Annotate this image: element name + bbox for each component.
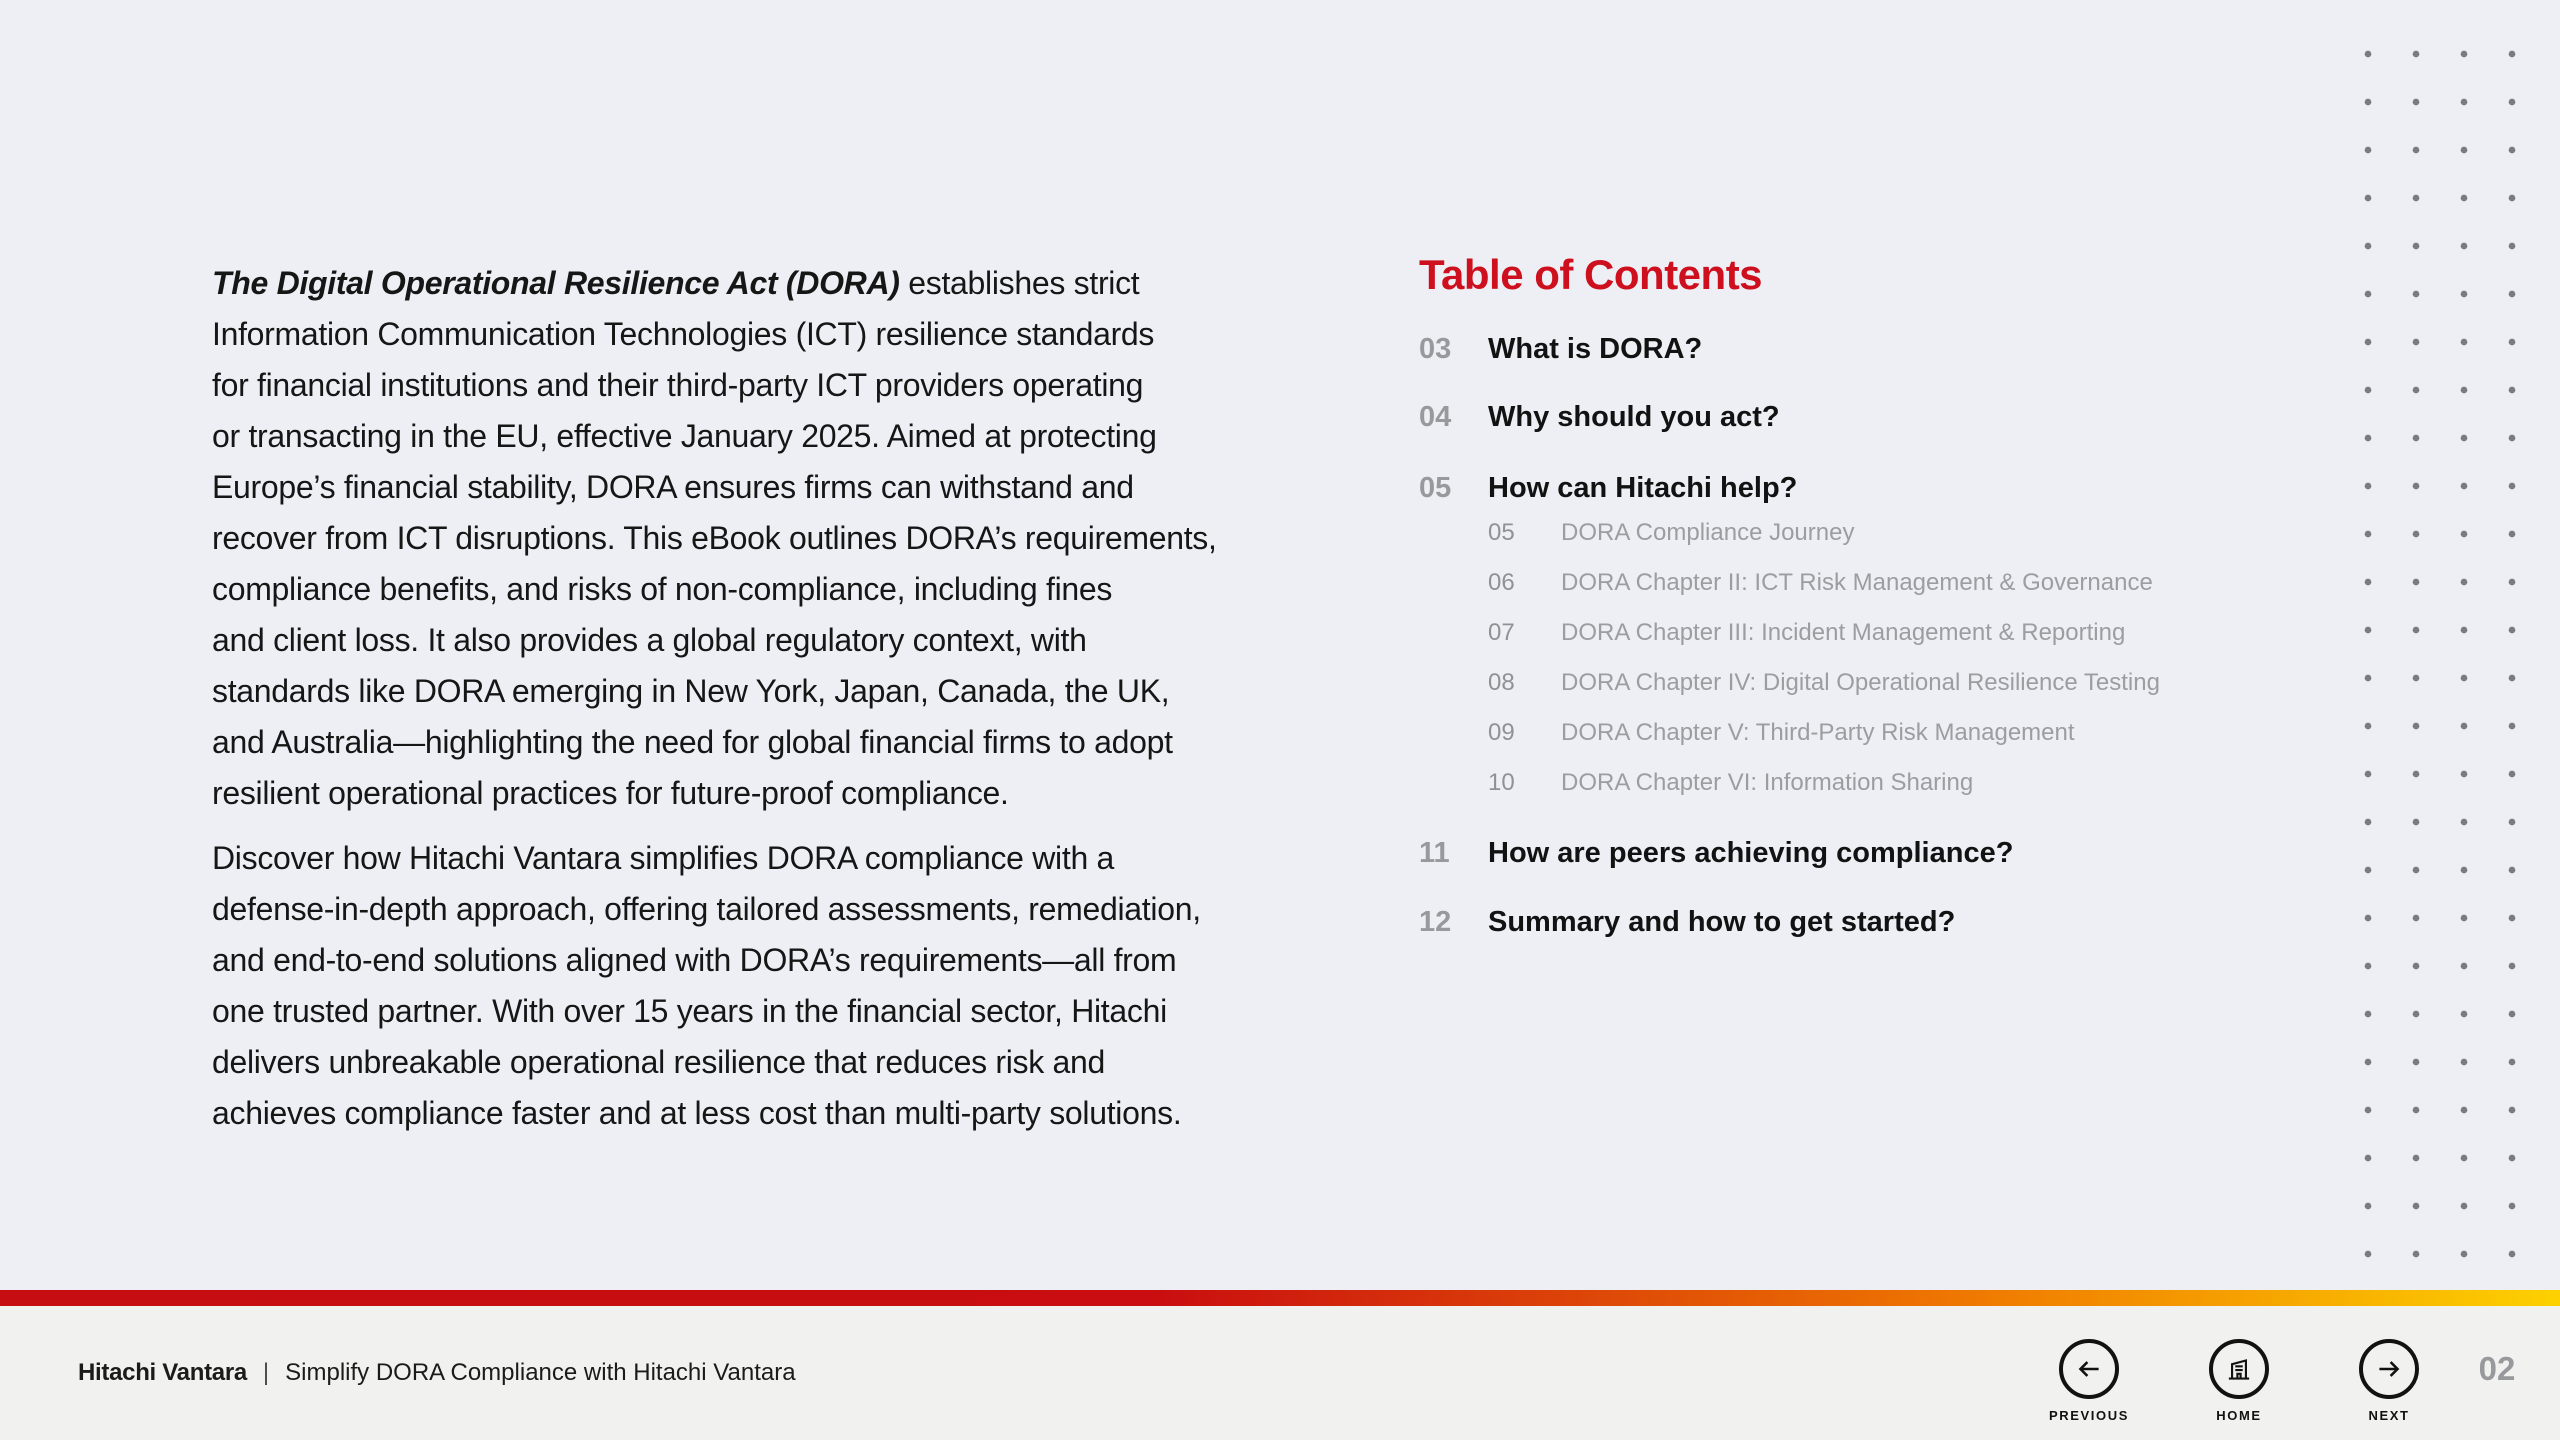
page-number: 02 [2478,1350,2516,1387]
intro-line: for financial institutions and their third-party ICT providers operating [212,367,1144,403]
toc-subitem-chapter-3[interactable] [1488,608,2319,658]
table-of-contents [1419,253,2319,942]
toc-item-peers-compliance[interactable] [1419,833,2319,873]
toc-subitem-chapter-6[interactable] [1488,758,2319,808]
toc-subitem-chapter-4[interactable] [1488,658,2319,708]
toc-item-how-hitachi-helps[interactable] [1419,468,2319,508]
toc-item-label: What is DORA? [1488,333,1703,365]
previous-button-label: PREVIOUS [2049,1408,2129,1423]
intro-line: and client loss. It also provides a global regulatory context, with [212,622,1087,658]
home-button[interactable] [2169,1339,2309,1423]
previous-button[interactable] [2019,1339,2159,1423]
intro-text [212,258,1392,1139]
toc-page-number: 11 [1419,837,1450,869]
footer-separator: | [262,1359,270,1386]
toc-item-summary[interactable] [1419,902,2319,942]
toc-title: Table of Contents [1419,251,1763,298]
intro-line: and end-to-end solutions aligned with DORA’s requirements—all from [212,942,1177,978]
intro-line: Information Communication Technologies (ICT) resilience standards [212,316,1155,352]
toc-page-number: 07 [1488,619,1515,646]
arrow-left-icon [2073,1353,2105,1385]
dora-act-lead-text: The Digital Operational Resilience Act (DORA) [212,265,900,301]
intro-paragraph-1 [212,258,1392,819]
home-button-label: HOME [2216,1408,2262,1423]
intro-line: Europe’s financial stability, DORA ensures firms can withstand and [212,469,1134,505]
toc-subitem-chapter-2[interactable] [1488,558,2319,608]
footer-brand-line [78,1306,796,1440]
toc-page-number: 09 [1488,719,1515,746]
toc-page-number: 08 [1488,669,1515,696]
next-button-label: NEXT [2368,1408,2410,1423]
intro-line: and Australia—highlighting the need for global financial firms to adopt [212,724,1173,760]
intro-line: recover from ICT disruptions. This eBook outlines DORA’s requirements, [212,520,1217,556]
brand-gradient-bar [0,1290,2560,1306]
toc-item-why-act[interactable] [1419,397,2319,437]
intro-line: or transacting in the EU, effective January 2025. Aimed at protecting [212,418,1157,454]
document-title: Simplify DORA Compliance with Hitachi Vantara [285,1359,796,1386]
intro-line: standards like DORA emerging in New York, Japan, Canada, the UK, [212,673,1170,709]
toc-page-number: 03 [1419,333,1452,365]
intro-line: resilient operational practices for future-proof compliance. [212,775,1009,811]
toc-subitem-label: DORA Chapter VI: Information Sharing [1561,769,1974,796]
toc-item-what-is-dora[interactable] [1419,329,2319,369]
intro-line: defense-in-depth approach, offering tailored assessments, remediation, [212,891,1201,927]
toc-page-number: 05 [1488,519,1515,546]
toc-subitem-chapter-5[interactable] [1488,708,2319,758]
toc-item-label: Summary and how to get started? [1488,906,1956,938]
toc-page-number: 06 [1488,569,1515,596]
toc-subitem-label: DORA Compliance Journey [1561,519,1855,546]
toc-page-number: 04 [1419,401,1452,433]
toc-subitem-compliance-journey[interactable] [1488,508,2319,558]
toc-item-label: Why should you act? [1488,401,1780,433]
home-button-circle [2209,1339,2269,1399]
toc-item-label: How are peers achieving compliance? [1488,837,2014,869]
intro-line: Discover how Hitachi Vantara simplifies DORA compliance with a [212,840,1115,876]
home-building-icon [2223,1353,2255,1385]
toc-subitem-label: DORA Chapter IV: Digital Operational Resilience Testing [1561,669,2160,696]
brand-name: Hitachi Vantara [78,1359,247,1386]
arrow-right-icon [2373,1353,2405,1385]
intro-line: compliance benefits, and risks of non-compliance, including fines [212,571,1113,607]
footer-navigation [2019,1339,2525,1423]
toc-item-label: How can Hitachi help? [1488,472,1798,504]
toc-subitem-label: DORA Chapter II: ICT Risk Management & Governance [1561,569,2153,596]
dot-grid-pattern [2344,30,2536,1278]
toc-subitem-label: DORA Chapter V: Third-Party Risk Management [1561,719,2075,746]
intro-line: achieves compliance faster and at less cost than multi-party solutions. [212,1095,1182,1131]
next-button-circle [2359,1339,2419,1399]
next-button[interactable] [2319,1339,2459,1423]
toc-page-number: 10 [1488,769,1515,796]
toc-page-number: 12 [1419,906,1452,938]
toc-page-number: 05 [1419,472,1452,504]
previous-button-circle [2059,1339,2119,1399]
intro-paragraph-2 [212,833,1392,1139]
toc-subitem-label: DORA Chapter III: Incident Management & Reporting [1561,619,2126,646]
intro-line: The Digital Operational Resilience Act (DORA) establishes strict [212,265,1140,301]
footer [0,1306,2560,1440]
intro-line: delivers unbreakable operational resilience that reduces risk and [212,1044,1106,1080]
intro-line: one trusted partner. With over 15 years in the financial sector, Hitachi [212,993,1167,1029]
